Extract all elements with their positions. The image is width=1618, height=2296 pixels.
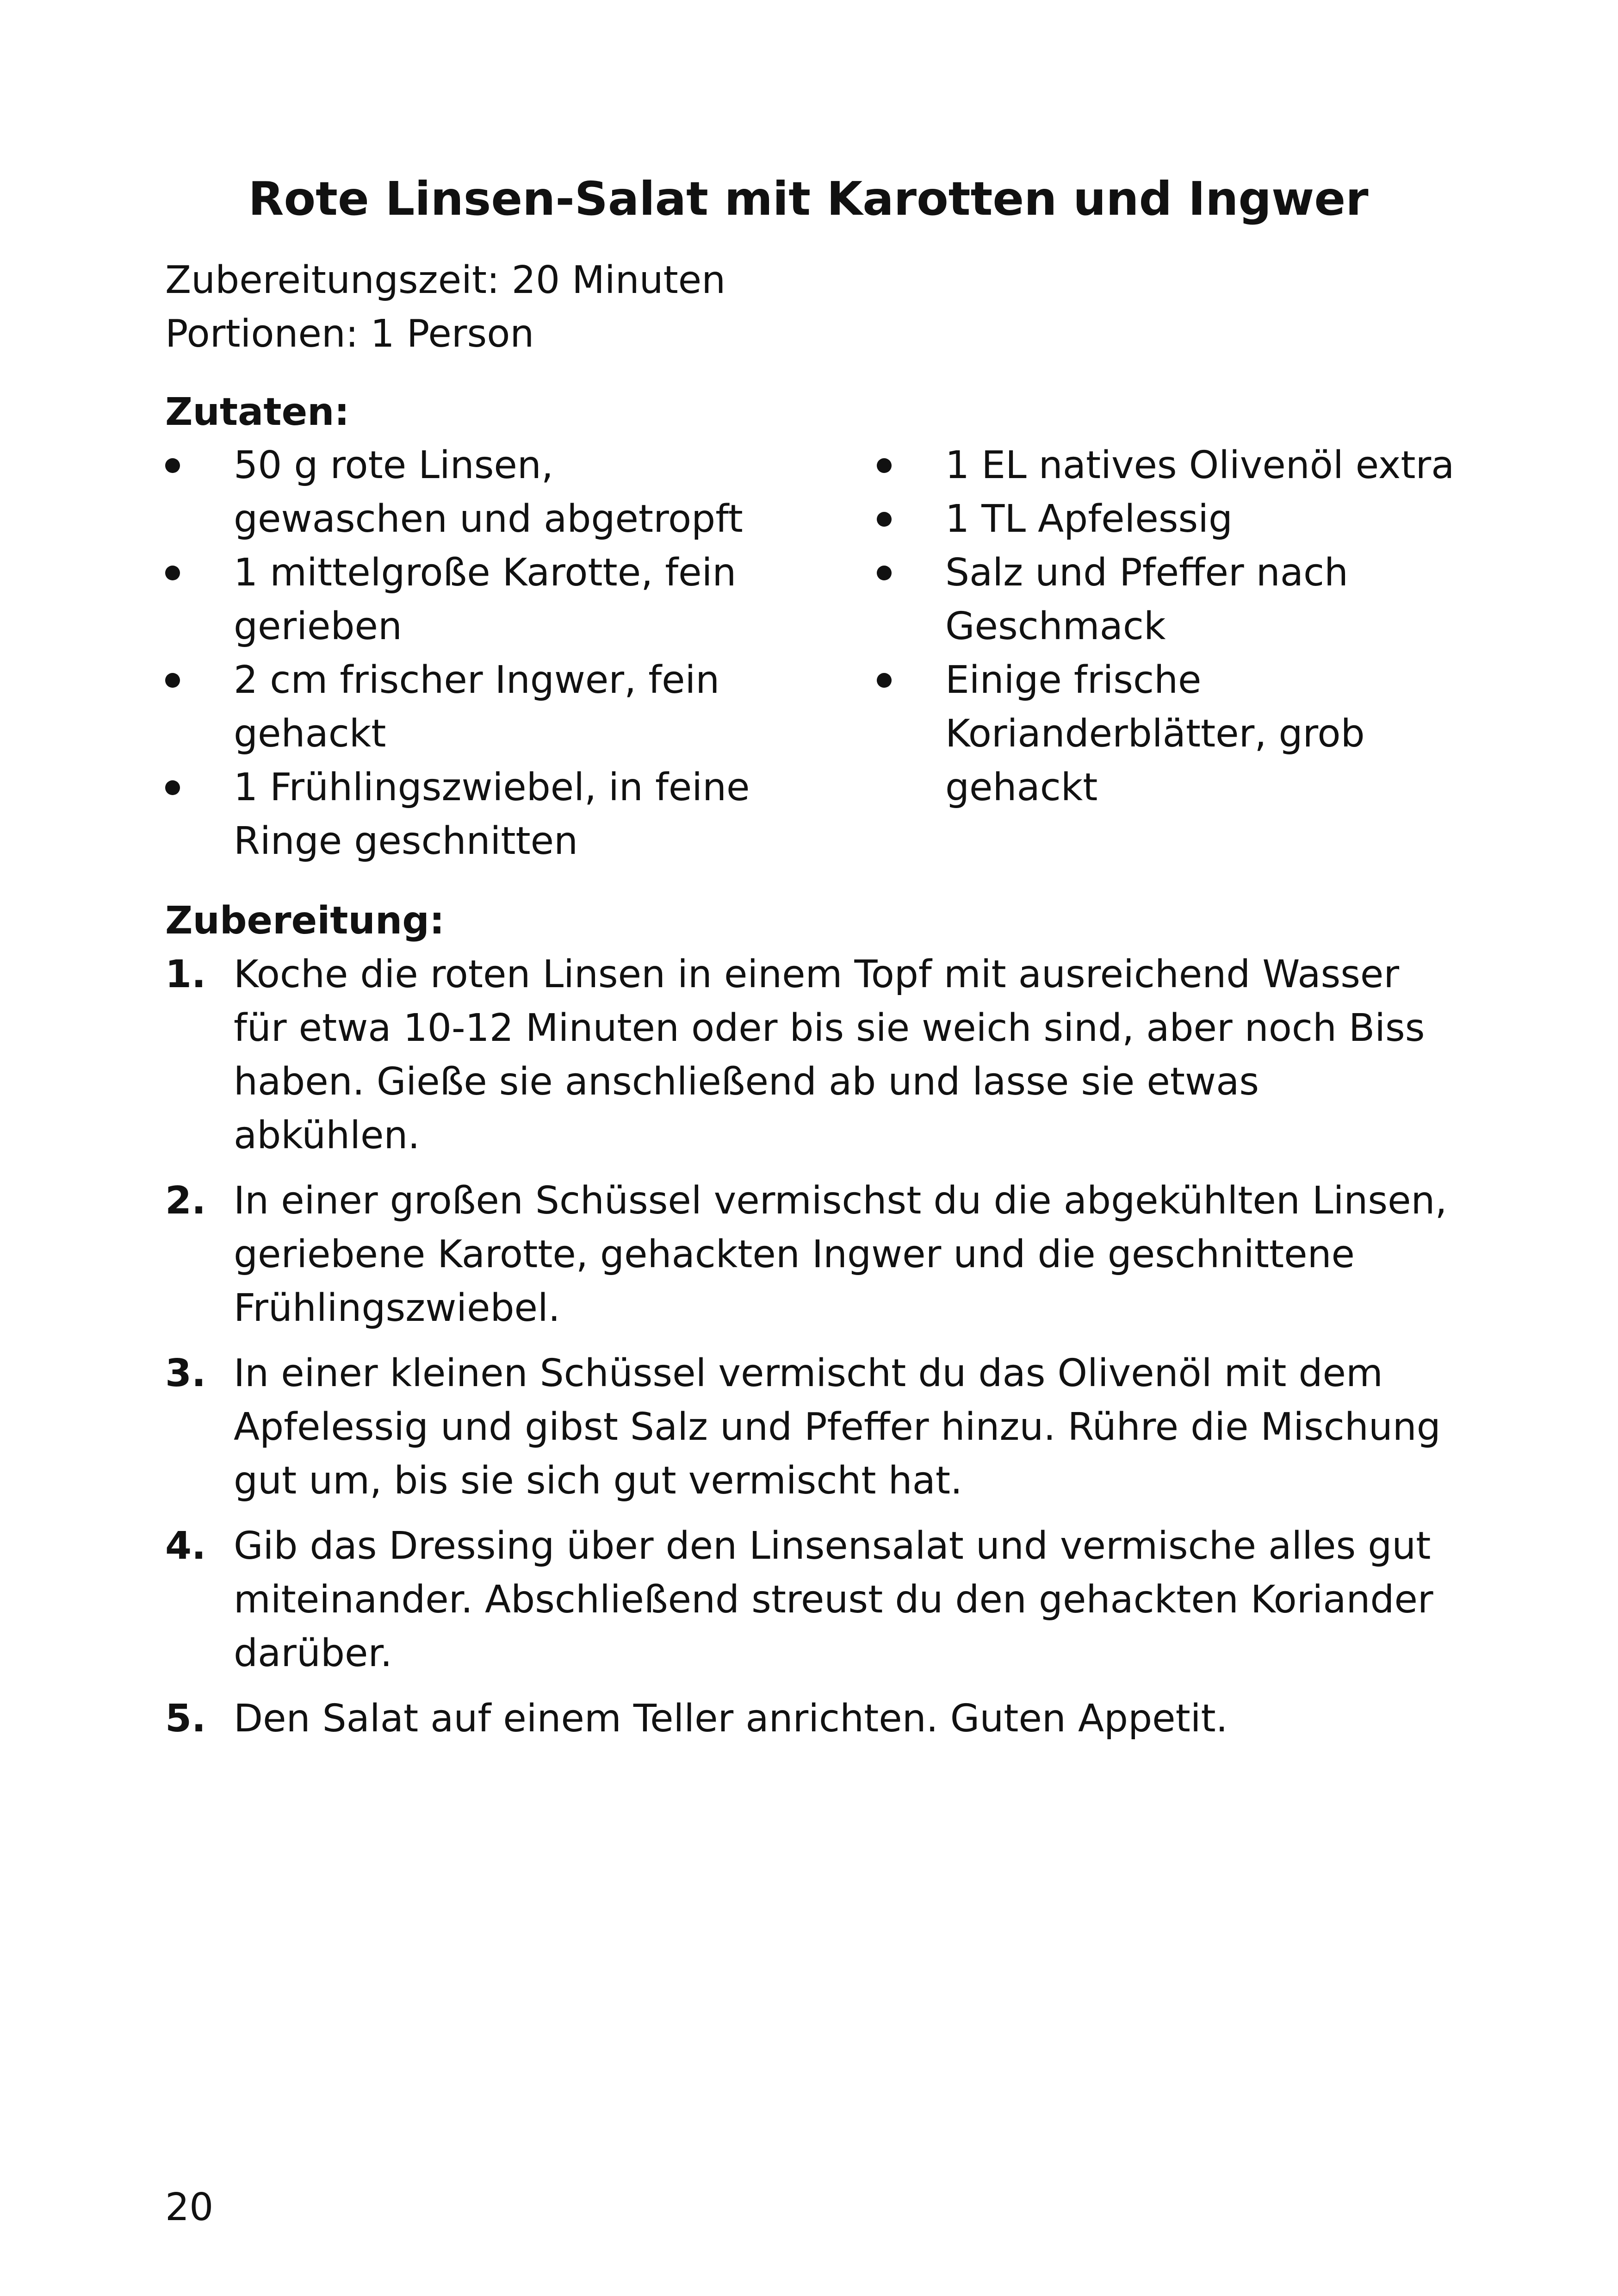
recipe-meta	[165, 254, 725, 361]
bullet-icon	[165, 458, 180, 473]
ingredient-text: 1 Frühlingszwiebel, in feine Ringe geschnitten	[234, 765, 750, 863]
prep-time: Zubereitungszeit: 20 Minuten	[165, 258, 726, 302]
steps-list	[165, 948, 1451, 1757]
steps-heading: Zubereitung:	[165, 899, 445, 943]
ingredient-text: 2 cm frischer Ingwer, fein gehackt	[234, 658, 720, 756]
step-number: 5.	[165, 1697, 206, 1741]
ingredients-heading: Zutaten:	[165, 390, 350, 434]
ingredient-item	[877, 546, 1460, 653]
bullet-icon	[877, 458, 892, 473]
page-number: 20	[165, 2185, 214, 2229]
step-item	[165, 948, 1451, 1163]
bullet-icon	[877, 673, 892, 688]
ingredient-item	[165, 439, 767, 546]
bullet-icon	[165, 566, 180, 580]
step-item	[165, 1519, 1451, 1680]
ingredient-text: 1 mittelgroße Karotte, fein gerieben	[234, 551, 737, 648]
step-text: Den Salat auf einem Teller anrichten. Guten Appetit.	[234, 1697, 1228, 1741]
step-text: Gib das Dressing über den Linsensalat und vermische alles gut miteinander. Abschließend streust du den gehackten Koriander darüber.	[234, 1524, 1433, 1675]
ingredient-item	[877, 653, 1460, 815]
bullet-icon	[877, 566, 892, 580]
recipe-title: Rote Linsen-Salat mit Karotten und Ingwer	[248, 172, 1369, 226]
ingredients-list-left	[165, 439, 767, 868]
ingredient-text: 1 EL natives Olivenöl extra	[945, 443, 1455, 487]
bullet-icon	[165, 780, 180, 795]
step-number: 2.	[165, 1179, 206, 1223]
ingredient-item	[165, 653, 767, 761]
step-text: In einer großen Schüssel vermischst du die abgekühlten Linsen, geriebene Karotte, gehackten Ingwer und die geschnittene Frühlingszwiebel.	[234, 1179, 1447, 1330]
step-item	[165, 1692, 1451, 1746]
step-item	[165, 1174, 1451, 1335]
step-text: In einer kleinen Schüssel vermischt du das Olivenöl mit dem Apfelessig und gibst Salz und Pfeffer hinzu. Rühre die Mischung gut um, bis sie sich gut vermischt hat.	[234, 1351, 1441, 1503]
ingredient-text: Einige frische Korianderblätter, grob gehackt	[945, 658, 1365, 809]
ingredient-text: 50 g rote Linsen, gewaschen und abgetropft	[234, 443, 743, 541]
ingredient-item	[877, 492, 1460, 546]
step-number: 4.	[165, 1524, 206, 1568]
ingredient-item	[165, 761, 767, 868]
step-number: 3.	[165, 1351, 206, 1395]
step-item	[165, 1347, 1451, 1508]
recipe-page	[165, 0, 1455, 2296]
ingredient-item	[877, 439, 1460, 492]
bullet-icon	[165, 673, 180, 688]
ingredient-text: 1 TL Apfelessig	[945, 497, 1233, 541]
bullet-icon	[877, 512, 892, 527]
step-text: Koche die roten Linsen in einem Topf mit ausreichend Wasser für etwa 10-12 Minuten oder bis sie weich sind, aber noch Biss haben. Gieße sie anschließend ab und lasse sie etwas abkühlen.	[234, 952, 1425, 1157]
ingredient-text: Salz und Pfeffer nach Geschmack	[945, 551, 1349, 648]
ingredient-item	[165, 546, 767, 653]
step-number: 1.	[165, 952, 206, 996]
ingredients-list-right	[877, 439, 1460, 815]
servings: Portionen: 1 Person	[165, 312, 534, 356]
